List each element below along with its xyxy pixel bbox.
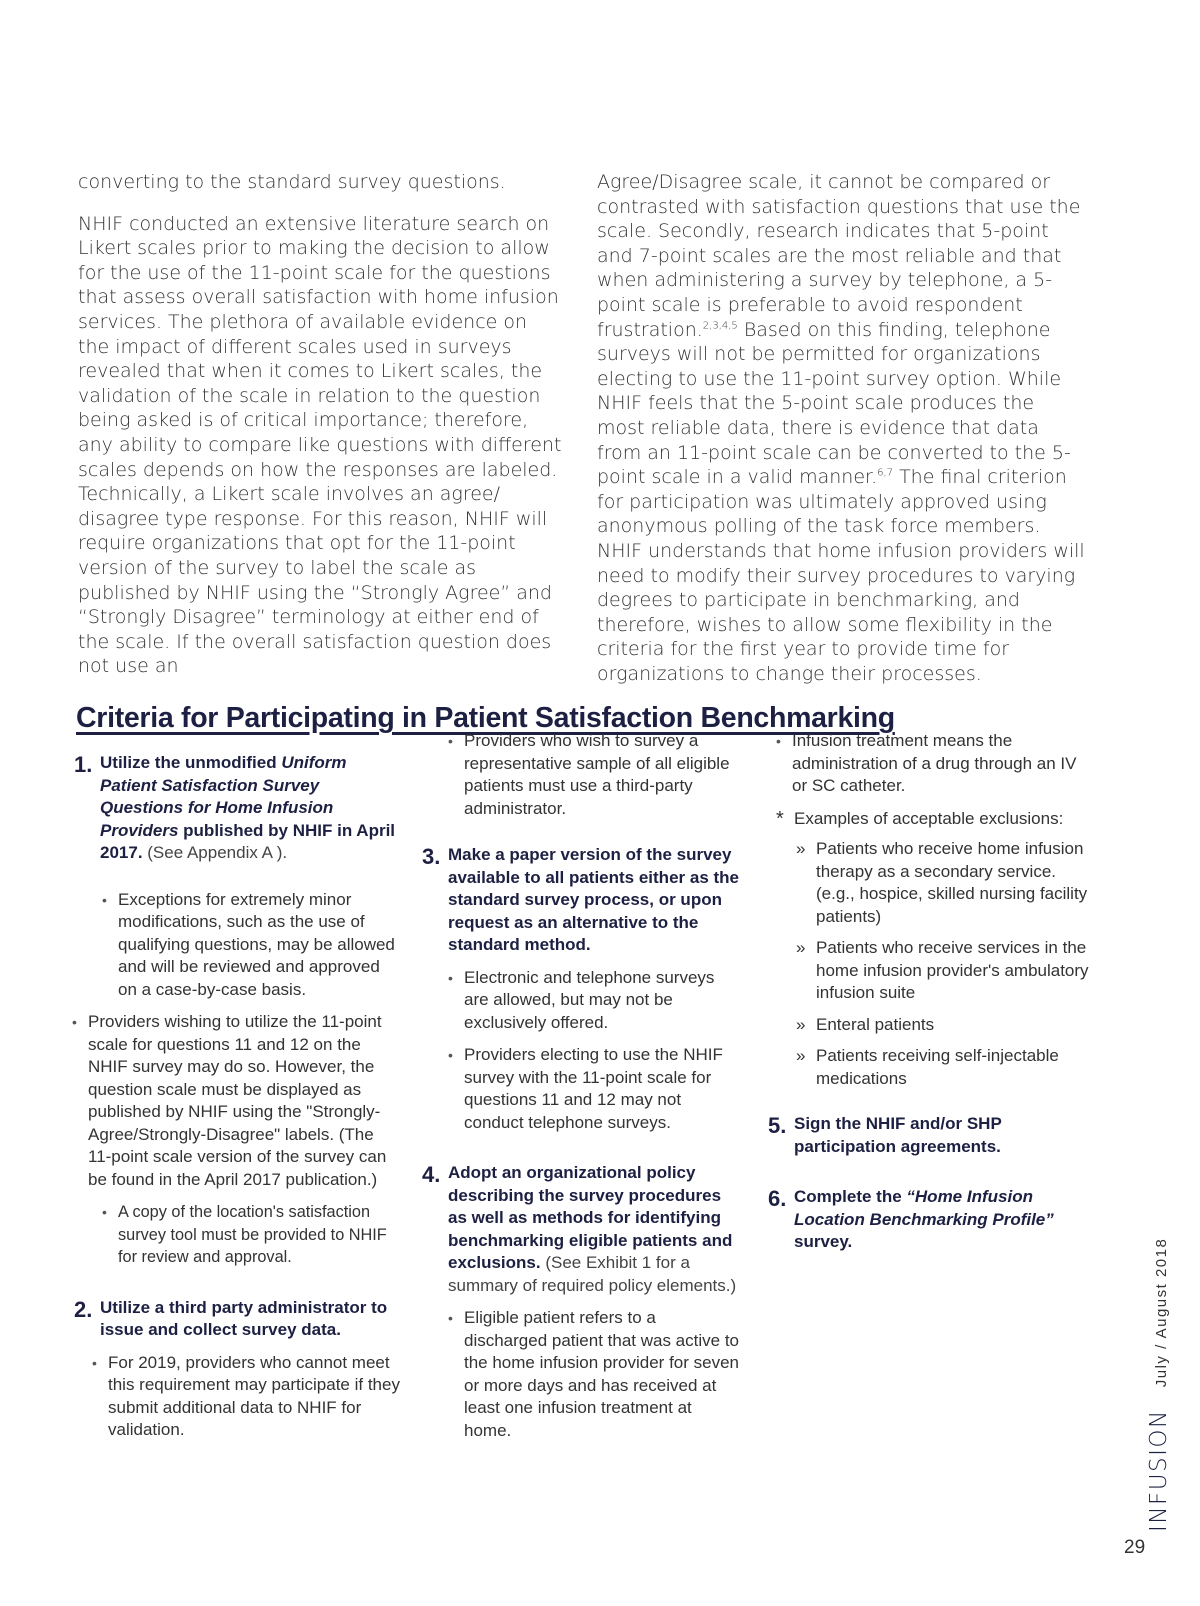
criterion-title-text: Utilize the unmodified bbox=[100, 753, 282, 772]
criteria-column-1 bbox=[70, 752, 400, 1452]
intro-paragraph: converting to the standard survey questions. bbox=[78, 171, 506, 193]
bullet-item: • A copy of the location's satisfaction survey tool must be provided to NHIF for review and approval. bbox=[100, 1201, 400, 1269]
reference-superscript: 6,7 bbox=[877, 467, 894, 479]
intro-right-column bbox=[597, 170, 1087, 703]
bullet-item: • Providers who wish to survey a representative sample of all eligible patients must use a third-party administrator. bbox=[446, 730, 743, 820]
criterion-number: 5. bbox=[768, 1113, 787, 1138]
criterion-title bbox=[794, 1187, 1054, 1251]
exclusion-text: Patients who receive home infusion therapy as a secondary service. (e.g., hospice, skilled nursing facility patients) bbox=[816, 839, 1088, 926]
bullet-item: • Exceptions for extremely minor modifications, such as the use of qualifying questions, may be allowed and will be reviewed and approved on a case-by-case basis. bbox=[100, 889, 400, 1002]
intro-text: Based on this finding, telephone surveys will not be permitted for organizations electing to use the 11-point survey option. While NHIF feels that the 5-point scale produces the most reliable data, there is evidence that data from an 11-point scale can be converted to the 5-point scale in a valid manner. bbox=[597, 318, 1071, 489]
criterion-title: Adopt an organizational policy describing the survey procedures as well as methods for identifying benchmarking eligible patients and exclusions. bbox=[448, 1163, 733, 1272]
criterion-4 bbox=[418, 1162, 743, 1297]
chevron-right-icon: » bbox=[796, 1046, 806, 1065]
chevron-right-icon: » bbox=[796, 1014, 806, 1034]
criterion-title-italic: “Home Infusion Location Benchmarking Profile” bbox=[794, 1187, 1054, 1229]
exclusions-label: Examples of acceptable exclusions: bbox=[794, 808, 1064, 828]
asterisk-icon: * bbox=[776, 807, 784, 830]
criterion-title: Utilize a third party administrator to issue and collect survey data. bbox=[100, 1297, 388, 1339]
intro-left-column bbox=[78, 170, 562, 696]
criterion-title-italic: Uniform Patient Satisfaction Survey Questions for Home Infusion Providers bbox=[100, 753, 347, 840]
criterion-title: Make a paper version of the survey available to all patients either as the standard survey process, or upon request as an alternative to the standard method. bbox=[448, 845, 739, 954]
criterion-title: Sign the NHIF and/or SHP participation agreements. bbox=[794, 1114, 1002, 1156]
criterion-number: 4. bbox=[422, 1162, 441, 1187]
criterion-5 bbox=[764, 1113, 1094, 1158]
issue-date: July / August 2018 bbox=[1153, 1237, 1170, 1388]
criterion-note: (See Exhibit 1 for a summary of required policy elements.) bbox=[448, 1253, 737, 1295]
exclusion-item bbox=[764, 1014, 1094, 1037]
exclusion-item bbox=[764, 1045, 1094, 1090]
section-heading: Criteria for Participating in Patient Satisfaction Benchmarking bbox=[76, 702, 895, 734]
criteria-column-3 bbox=[764, 730, 1094, 1264]
intro-text: Agree/Disagree scale, it cannot be compared or contrasted with satisfaction questions that use the scale. Secondly, research indicates that 5-point and 7-point scales are the most reliable and that when administering a survey by telephone, a 5-point scale is preferable to avoid respondent frustration. bbox=[597, 171, 1081, 341]
criterion-title-text: published by NHIF in April 2017. bbox=[100, 820, 396, 862]
exclusion-item bbox=[764, 838, 1094, 928]
criterion-3 bbox=[418, 844, 743, 957]
criterion-note: (See Appendix A ). bbox=[142, 843, 288, 862]
criterion-2 bbox=[70, 1297, 400, 1342]
bullet-item: • For 2019, providers who cannot meet this requirement may participate if they submit additional data to NHIF for validation. bbox=[90, 1352, 400, 1442]
exclusion-item bbox=[764, 937, 1094, 1005]
criterion-title-text: Complete the bbox=[794, 1187, 907, 1206]
reference-superscript: 2,3,4,5 bbox=[702, 320, 738, 332]
criterion-number: 6. bbox=[768, 1186, 787, 1211]
criterion-number: 2. bbox=[74, 1296, 93, 1322]
magazine-branding bbox=[1146, 1238, 1172, 1532]
exclusion-text: Enteral patients bbox=[816, 1014, 935, 1034]
intro-paragraph: NHIF conducted an extensive literature search on Likert scales prior to making the decision to allow for the use of the 11-point scale for the questions that assess overall satisfaction with home infusion services. The plethora of available evidence on the impact of different scales used in surveys revealed that when it comes to Likert scales, the validation of the scale in relation to the question being asked is of critical importance; therefore, any ability to compare like questions with different scales depends on how the responses are labeled. Technically, a Likert scale involves an agree/ disagree type response. For this reason, NHIF will require organizations that opt for the 11-point version of the survey to label the scale as published by NHIF using the “Strongly Agree” and “Strongly Disagree” terminology at either end of the scale. If the overall satisfaction question does not use an bbox=[78, 212, 562, 678]
criterion-number: 1. bbox=[74, 752, 93, 777]
page-number: 29 bbox=[1124, 1537, 1146, 1558]
bullet-item: • Providers electing to use the NHIF survey with the 11-point scale for questions 11 and 12 may not conduct telephone surveys. bbox=[446, 1044, 743, 1134]
exclusions-intro bbox=[774, 808, 1094, 831]
intro-paragraph bbox=[597, 170, 1087, 686]
bullet-item: • Providers wishing to utilize the 11-point scale for questions 11 and 12 on the NHIF survey may do so. However, the question scale must be displayed as published by NHIF using the "Strongly-Agree/Strongly-Disagree" labels. (The 11-point scale version of the survey can be found in the April 2017 publication.) bbox=[70, 1011, 400, 1191]
criterion-number: 3. bbox=[422, 844, 441, 869]
bullet-item: • Infusion treatment means the administration of a drug through an IV or SC catheter. bbox=[774, 730, 1094, 798]
criterion-title-text: survey. bbox=[794, 1232, 853, 1251]
exclusion-text: Patients who receive services in the home infusion provider's ambulatory infusion suite bbox=[816, 938, 1089, 1002]
bullet-item: • Electronic and telephone surveys are allowed, but may not be exclusively offered. bbox=[446, 967, 743, 1035]
criterion-1 bbox=[70, 752, 400, 865]
chevron-right-icon: » bbox=[796, 938, 806, 957]
criteria-column-2 bbox=[418, 730, 743, 1452]
magazine-logo: INFUSION bbox=[1146, 1409, 1172, 1532]
bullet-item: • Eligible patient refers to a discharged patient that was active to the home infusion provider for seven or more days and has received at least one infusion treatment at home. bbox=[446, 1307, 743, 1442]
chevron-right-icon: » bbox=[796, 839, 806, 858]
criterion-6 bbox=[764, 1186, 1094, 1254]
exclusion-text: Patients receiving self-injectable medications bbox=[816, 1046, 1059, 1088]
intro-text: The final criterion for participation was ultimately approved using anonymous polling of the task force members. NHIF understands that home infusion providers will need to modify their survey procedures to varying degrees to participate in benchmarking, and therefore, wishes to allow some flexibility in the criteria for the first year to provide time for organizations to change their processes. bbox=[597, 466, 1085, 685]
